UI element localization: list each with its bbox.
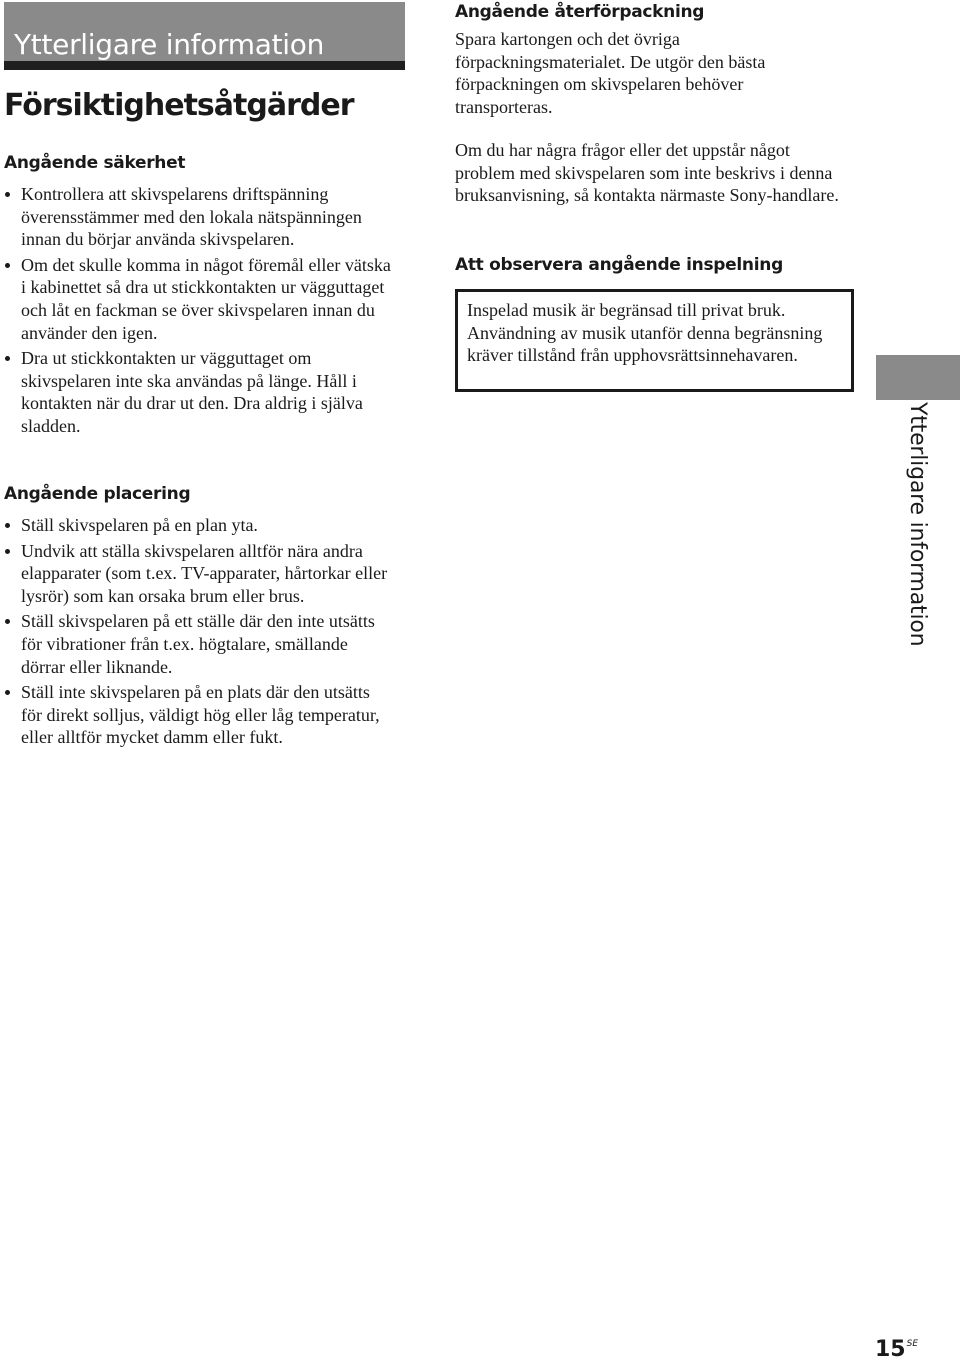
repacking-text: Spara kartongen och det övriga förpackningsmaterialet. De utgör den bästa förpackningen om skivspelaren behöver transporteras. [455, 29, 766, 117]
section-banner [4, 2, 405, 70]
side-tab [876, 355, 960, 400]
bullet-icon [5, 356, 10, 361]
placement-heading: Angående placering [4, 484, 191, 504]
list-item [4, 610, 394, 678]
bullet-icon [5, 549, 10, 554]
list-item [4, 540, 394, 608]
questions-text: Om du har några frågor eller det uppstår något problem med skivspelaren som inte beskrivs i denna bruksanvisning, så kontakta närmaste Sony-handlare. [455, 140, 839, 206]
bullet-icon [5, 523, 10, 528]
safety-heading: Angående säkerhet [4, 153, 186, 173]
list-item [4, 254, 394, 344]
list-item-text: Undvik att ställa skivspelaren alltför nära andra elapparater (som t.ex. TV-apparater, hårtorkar eller lysrör) som kan orsaka brum eller brus. [21, 540, 388, 606]
list-item-text: Ställ skivspelaren på en plan yta. [21, 515, 258, 535]
list-item [4, 681, 394, 749]
list-item [4, 514, 394, 537]
recording-note-box [455, 289, 854, 392]
bullet-icon [5, 690, 10, 695]
recording-heading: Att observera angående inspelning [455, 255, 783, 275]
side-tab-label: Ytterligare information [905, 402, 930, 647]
page-title: Försiktighetsåtgärder [4, 88, 354, 123]
list-item-text: Ställ skivspelaren på ett ställe där den inte utsätts för vibrationer från t.ex. högtalare, smällande dörrar eller liknande. [21, 611, 375, 677]
bullet-icon [5, 192, 10, 197]
list-item-text: Om det skulle komma in något föremål eller vätska i kabinettet så dra ut stickkontakten ur vägguttaget och låt en fackman se över skivspelaren innan du använder den igen. [21, 254, 391, 343]
placement-list [4, 514, 394, 752]
page-number [875, 1337, 918, 1362]
recording-note-text: Inspelad musik är begränsad till privat bruk. Användning av musik utanför denna begränsning kräver tillstånd från upphovsrättsinnehavaren. [467, 300, 823, 366]
bullet-icon [5, 619, 10, 624]
repacking-heading: Angående återförpackning [455, 2, 705, 22]
list-item [4, 183, 394, 251]
list-item-text: Dra ut stickkontakten ur vägguttaget om skivspelaren inte ska användas på länge. Håll i kontakten när du drar ut den. Dra aldrig i själva sladden. [21, 348, 363, 436]
page-number-suffix: SE [906, 1339, 919, 1349]
list-item-text: Ställ inte skivspelaren på en plats där den utsätts för direkt solljus, väldigt hög eller låg temperatur, eller alltför mycket damm eller fukt. [21, 682, 380, 748]
bullet-icon [5, 263, 10, 268]
safety-list [4, 183, 394, 441]
page-number-value: 15 [875, 1337, 906, 1362]
section-banner-title: Ytterligare information [14, 28, 325, 61]
list-item-text: Kontrollera att skivspelarens driftspänning överensstämmer med den lokala nätspänningen innan du börjar använda skivspelaren. [21, 184, 362, 250]
list-item [4, 347, 394, 437]
